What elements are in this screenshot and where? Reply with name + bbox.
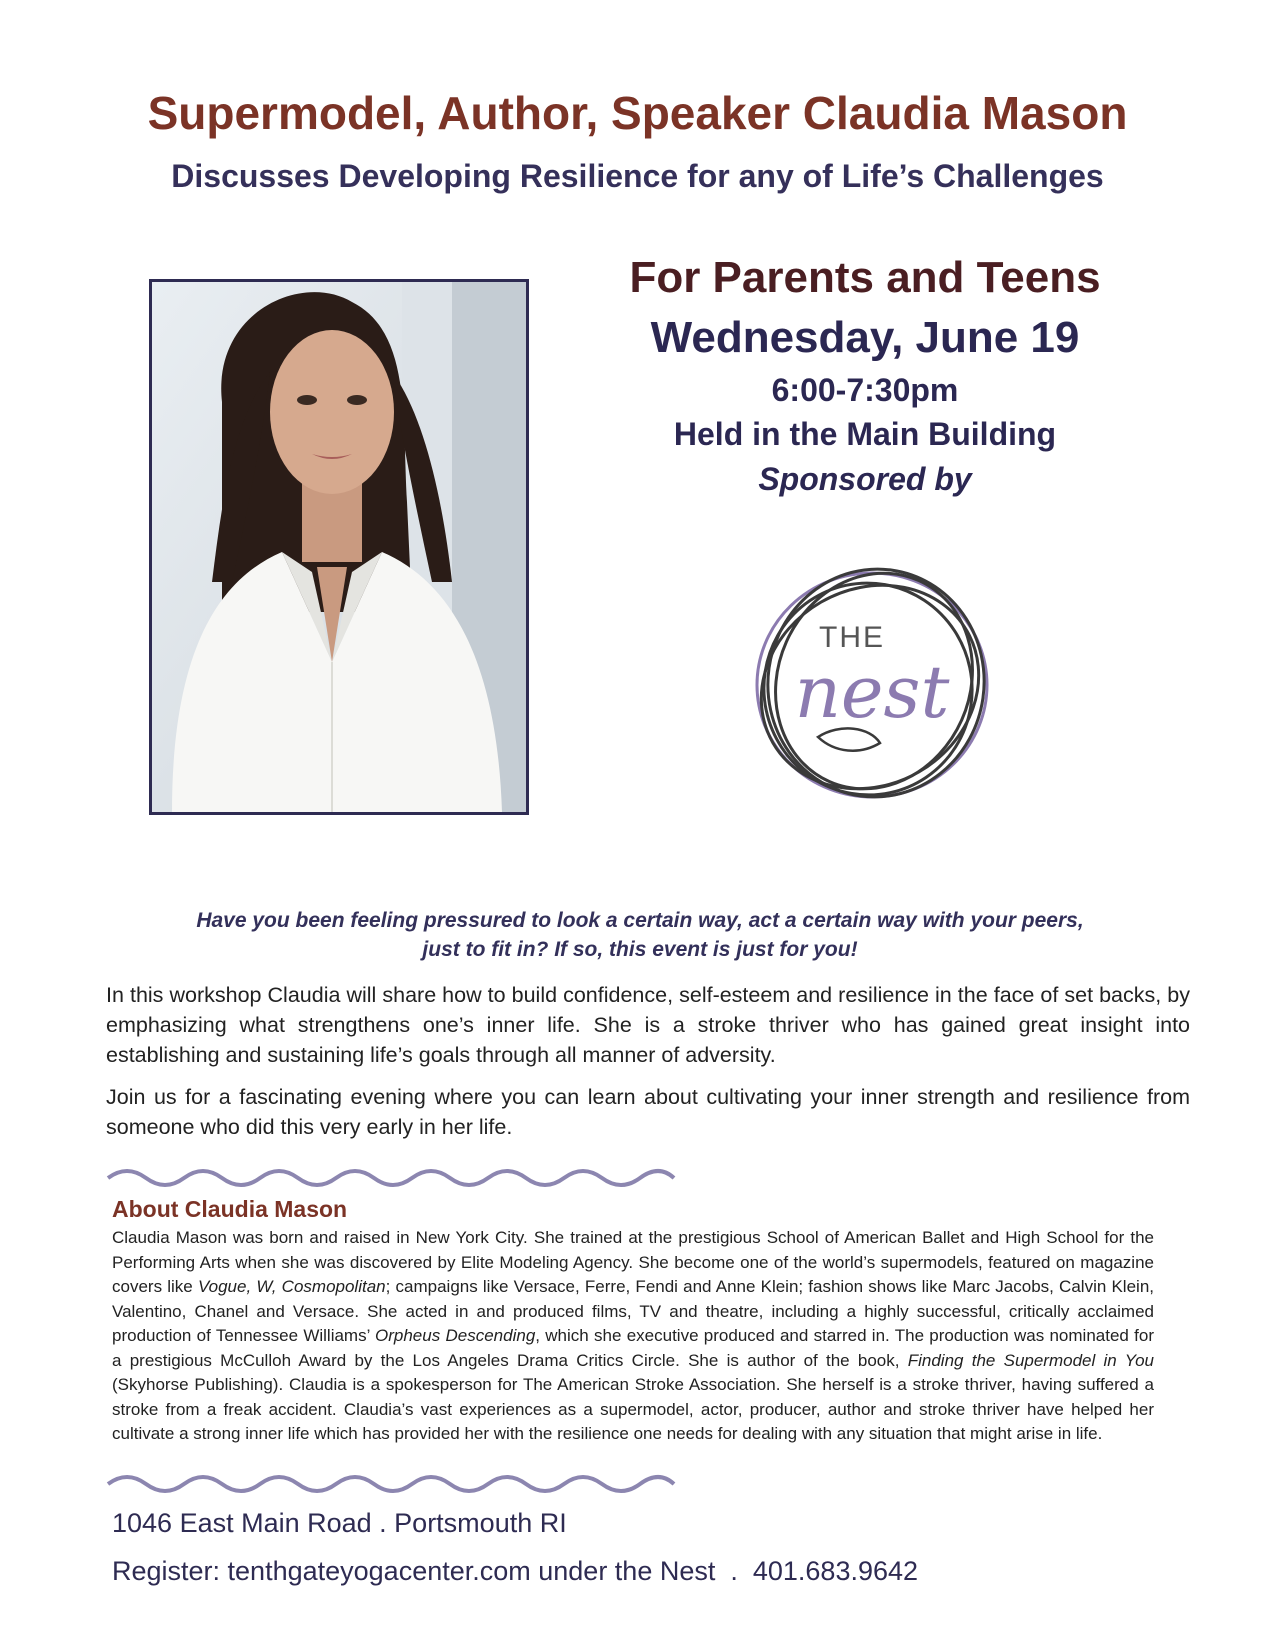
description-paragraph-1: In this workshop Claudia will share how to build confidence, self-esteem and resilience in the face of set backs, by emphasizing what strengthens one’s inner life. She is a stroke thriver who has gained great insight into establishing and sustaining life’s goals through all manner of adversity. xyxy=(106,983,1190,1067)
bio-text-4: (Skyhorse Publishing). Claudia is a spokesperson for The American Stroke Association. She herself is a stroke thriver, having suffered a stroke from a freak accident. Claudia’s vast experiences as a supermodel, actor, producer, author and stroke thriver have helped her cultivate a strong inner life which has provided her with the resilience one needs for dealing with any situation that might arise in life. xyxy=(112,1375,1154,1443)
about-bio xyxy=(112,1226,1154,1447)
logo-the-text: THE xyxy=(819,621,885,654)
wave-divider-bottom xyxy=(106,1472,676,1496)
bio-text-3: , which she executive produced and starred in. The production was nominated for a prestigious McCulloh Award by the Los Angeles Drama Critics Circle. She is author of the book, xyxy=(112,1326,1154,1370)
speaker-photo xyxy=(149,279,529,815)
event-audience: For Parents and Teens xyxy=(629,253,1101,302)
teaser xyxy=(120,906,1160,964)
workshop-description xyxy=(106,980,1190,1154)
address: 1046 East Main Road . Portsmouth RI xyxy=(112,1508,567,1538)
event-time: 6:00-7:30pm xyxy=(771,372,959,408)
event-details xyxy=(560,248,1170,502)
bio-play-title: Orpheus Descending xyxy=(375,1326,536,1345)
description-paragraph-2: Join us for a fascinating evening where you can learn about cultivating your inner strength and resilience from someone who did this very early in her life. xyxy=(106,1085,1190,1139)
about-heading: About Claudia Mason xyxy=(112,1196,348,1222)
teaser-line-1: Have you been feeling pressured to look a certain way, act a certain way with your peers, xyxy=(196,909,1084,932)
wave-divider-top xyxy=(106,1166,676,1190)
nest-logo xyxy=(740,565,1000,805)
teaser-line-2: just to fit in? If so, this event is just for you! xyxy=(422,938,858,961)
page-subtitle: Discusses Developing Resilience for any of Life’s Challenges xyxy=(171,158,1104,194)
bio-text-1: Claudia Mason was born and raised in New York City. She trained at the prestigious School of American Ballet and High School for the Performing Arts when she was discovered by Elite Modeling Agency. She become one of the world’s supermodels, featured on magazine covers like xyxy=(112,1228,1154,1296)
page-title: Supermodel, Author, Speaker Claudia Mason xyxy=(147,87,1128,139)
event-date: Wednesday, June 19 xyxy=(650,313,1080,362)
bio-magazines: Vogue, W, Cosmopolitan xyxy=(197,1277,386,1296)
bio-book-title: Finding the Supermodel in You xyxy=(907,1350,1155,1370)
event-location: Held in the Main Building xyxy=(673,416,1057,452)
logo-nest-text: nest xyxy=(794,650,950,734)
event-sponsored: Sponsored by xyxy=(758,461,972,497)
bio-text-2: ; campaigns like Versace, Ferre, Fendi and Anne Klein; fashion shows like Marc Jacobs, Calvin Klein, Valentino, Chanel and Versace. She acted in and produced films, TV and theatre, including a highly successful, critically acclaimed production of Tennessee Williams’ xyxy=(112,1277,1154,1345)
registration-info: Register: tenthgateyogacenter.com under the Nest . 401.683.9642 xyxy=(112,1556,919,1586)
